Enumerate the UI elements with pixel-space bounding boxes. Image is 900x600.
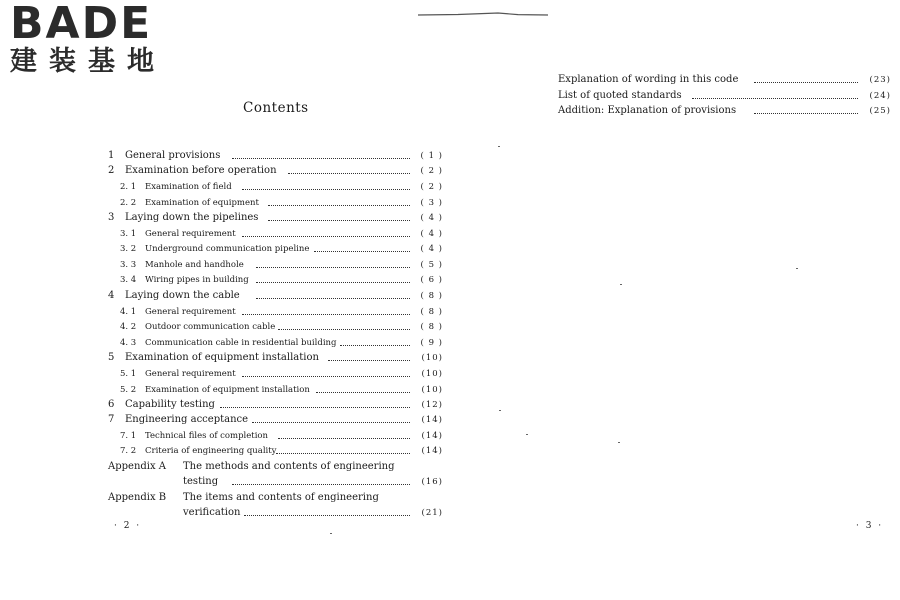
toc-leader-dots — [242, 188, 410, 190]
toc-leader-dots — [340, 344, 410, 346]
toc-leader-dots — [242, 235, 410, 237]
toc-entry[interactable] — [558, 73, 891, 87]
toc-appendix-title: The methods and contents of engineering — [183, 461, 395, 472]
scan-speck — [330, 533, 332, 534]
scan-speck — [618, 442, 620, 443]
toc-entry-number: 3. 2 — [120, 244, 137, 254]
toc-entry[interactable] — [108, 398, 443, 412]
toc-leader-dots — [232, 157, 410, 159]
toc-entry-page: (10) — [421, 369, 443, 379]
toc-entry-page: ( 4 ) — [420, 229, 443, 239]
toc-entry-page: (24) — [869, 91, 891, 101]
toc-entry-number: 3 — [108, 212, 115, 223]
toc-leader-dots — [316, 391, 410, 393]
toc-entry-page: (16) — [421, 477, 443, 487]
toc-entry-label: Examination of equipment installation — [125, 352, 319, 363]
scan-speck — [796, 268, 798, 269]
toc-leader-dots — [268, 219, 410, 221]
toc-entry-number: 7 — [108, 414, 115, 425]
toc-entry-page: (25) — [869, 106, 891, 116]
toc-entry-page: ( 3 ) — [420, 198, 443, 208]
toc-entry-label: General provisions — [125, 150, 221, 161]
toc-entry-label: General requirement — [145, 369, 236, 379]
toc-entry[interactable] — [120, 383, 443, 397]
toc-leader-dots — [288, 172, 410, 174]
toc-entry[interactable] — [120, 196, 443, 210]
toc-entry-page: (14) — [421, 431, 443, 441]
toc-entry[interactable] — [120, 429, 443, 443]
toc-appendix-number: Appendix B — [108, 492, 167, 503]
toc-entry-number: 6 — [108, 399, 115, 410]
toc-entry-page: ( 4 ) — [420, 213, 443, 223]
toc-leader-dots — [268, 204, 410, 206]
toc-entry-number: 2. 1 — [120, 182, 137, 192]
toc-entry[interactable] — [120, 305, 443, 319]
toc-entry-label: Wiring pipes in building — [145, 275, 249, 285]
toc-entry[interactable] — [108, 149, 443, 163]
toc-entry-number: 1 — [108, 150, 115, 161]
toc-entry-label: Communication cable in residential building — [145, 338, 337, 348]
toc-entry-page: ( 2 ) — [420, 166, 443, 176]
toc-entry-number: 3. 4 — [120, 275, 137, 285]
logo-cjk-text: 建装基地 — [10, 46, 166, 77]
toc-entry-label: Underground communication pipeline — [145, 244, 310, 254]
toc-entry-number: 4. 1 — [120, 307, 137, 317]
toc-appendix-title-cont: testing — [183, 476, 219, 487]
toc-entry[interactable] — [120, 273, 443, 287]
toc-leader-dots — [256, 266, 410, 268]
toc-entry-page: ( 1 ) — [420, 151, 443, 161]
toc-entry-number: 5. 1 — [120, 369, 137, 379]
toc-entry[interactable] — [120, 227, 443, 241]
contents-title: Contents — [243, 100, 309, 116]
scan-speck — [620, 284, 622, 285]
toc-entry-page: ( 8 ) — [420, 307, 443, 317]
toc-entry-label: Capability testing — [125, 399, 215, 410]
toc-entry-label: Explanation of wording in this code — [558, 74, 739, 85]
toc-entry-page: (23) — [869, 75, 891, 85]
toc-entry[interactable] — [558, 104, 891, 118]
toc-entry-number: 2. 2 — [120, 198, 137, 208]
toc-entry-label: General requirement — [145, 229, 236, 239]
toc-appendix-a[interactable] — [108, 460, 443, 474]
toc-leader-dots — [276, 452, 410, 454]
toc-entry-page: ( 8 ) — [420, 322, 443, 332]
toc-leader-dots — [754, 81, 858, 83]
toc-entry-page: ( 4 ) — [420, 244, 443, 254]
toc-entry-number: 7. 1 — [120, 431, 137, 441]
toc-entry-label: Addition: Explanation of provisions — [558, 105, 737, 116]
toc-entry-page: (10) — [421, 385, 443, 395]
toc-entry-number: 3. 3 — [120, 260, 137, 270]
toc-appendix-a-cont[interactable] — [108, 475, 443, 489]
logo-latin-text: BADE — [10, 0, 153, 49]
toc-leader-dots — [278, 328, 410, 330]
toc-entry[interactable] — [120, 258, 443, 272]
toc-leader-dots — [314, 250, 410, 252]
toc-entry[interactable] — [108, 289, 443, 303]
toc-entry[interactable] — [120, 336, 443, 350]
toc-appendix-title-cont: verification — [183, 507, 241, 518]
toc-entry-page: ( 2 ) — [420, 182, 443, 192]
scan-speck — [498, 146, 500, 147]
toc-entry[interactable] — [120, 320, 443, 334]
scan-artifact — [418, 12, 548, 16]
toc-leader-dots — [252, 421, 410, 423]
toc-entry-label: Examination of equipment — [145, 198, 259, 208]
toc-entry-number: 4 — [108, 290, 115, 301]
toc-entry-number: 5 — [108, 352, 115, 363]
toc-entry-label: Examination of equipment installation — [145, 385, 310, 395]
toc-entry[interactable] — [108, 164, 443, 178]
toc-entry[interactable] — [120, 242, 443, 256]
toc-entry[interactable] — [558, 89, 891, 103]
toc-appendix-b-cont[interactable] — [108, 506, 443, 520]
toc-entry-page: ( 9 ) — [420, 338, 443, 348]
toc-entry-number: 4. 3 — [120, 338, 137, 348]
toc-entry-page: (21) — [421, 508, 443, 518]
toc-entry-label: General requirement — [145, 307, 236, 317]
toc-entry-page: (14) — [421, 415, 443, 425]
toc-entry[interactable] — [108, 211, 443, 225]
toc-entry-number: 4. 2 — [120, 322, 137, 332]
toc-entry-page: (10) — [421, 353, 443, 363]
toc-appendix-b[interactable] — [108, 491, 443, 505]
toc-entry-page: (14) — [421, 446, 443, 456]
toc-entry-label: Criteria of engineering quality — [145, 446, 277, 456]
page-number-left: · 2 · — [114, 521, 142, 531]
toc-entry-page: ( 8 ) — [420, 291, 443, 301]
toc-entry-number: 3. 1 — [120, 229, 137, 239]
toc-leader-dots — [754, 112, 858, 114]
toc-appendix-title: The items and contents of engineering — [183, 492, 379, 503]
toc-leader-dots — [244, 514, 410, 516]
toc-entry[interactable] — [108, 351, 443, 365]
toc-entry-label: Laying down the pipelines — [125, 212, 259, 223]
toc-entry-page: (12) — [421, 400, 443, 410]
toc-entry-label: Examination before operation — [125, 165, 277, 176]
toc-entry-label: Examination of field — [145, 182, 232, 192]
toc-entry[interactable] — [120, 180, 443, 194]
toc-entry[interactable] — [108, 413, 443, 427]
toc-entry-label: Outdoor communication cable — [145, 322, 276, 332]
toc-leader-dots — [220, 406, 410, 408]
toc-entry-label: Technical files of completion — [145, 431, 269, 441]
toc-leader-dots — [278, 437, 410, 439]
toc-leader-dots — [328, 359, 410, 361]
toc-leader-dots — [256, 281, 410, 283]
toc-leader-dots — [692, 97, 858, 99]
toc-entry-page: ( 6 ) — [420, 275, 443, 285]
toc-entry-number: 5. 2 — [120, 385, 137, 395]
scan-speck — [499, 410, 501, 411]
bade-logo — [10, 2, 175, 76]
toc-entry-number: 7. 2 — [120, 446, 137, 456]
toc-leader-dots — [242, 375, 410, 377]
toc-entry-label: Engineering acceptance — [125, 414, 249, 425]
toc-entry-label: Laying down the cable — [125, 290, 240, 301]
toc-entry-page: ( 5 ) — [420, 260, 443, 270]
toc-leader-dots — [256, 297, 410, 299]
toc-leader-dots — [242, 313, 410, 315]
page-number-right: · 3 · — [856, 521, 884, 531]
toc-entry-label: Manhole and handhole — [145, 260, 244, 270]
toc-entry[interactable] — [120, 444, 443, 458]
scan-speck — [526, 434, 528, 435]
toc-appendix-number: Appendix A — [108, 461, 167, 472]
toc-entry[interactable] — [120, 367, 443, 381]
toc-entry-label: List of quoted standards — [558, 90, 682, 101]
toc-leader-dots — [232, 483, 410, 485]
toc-entry-number: 2 — [108, 165, 115, 176]
